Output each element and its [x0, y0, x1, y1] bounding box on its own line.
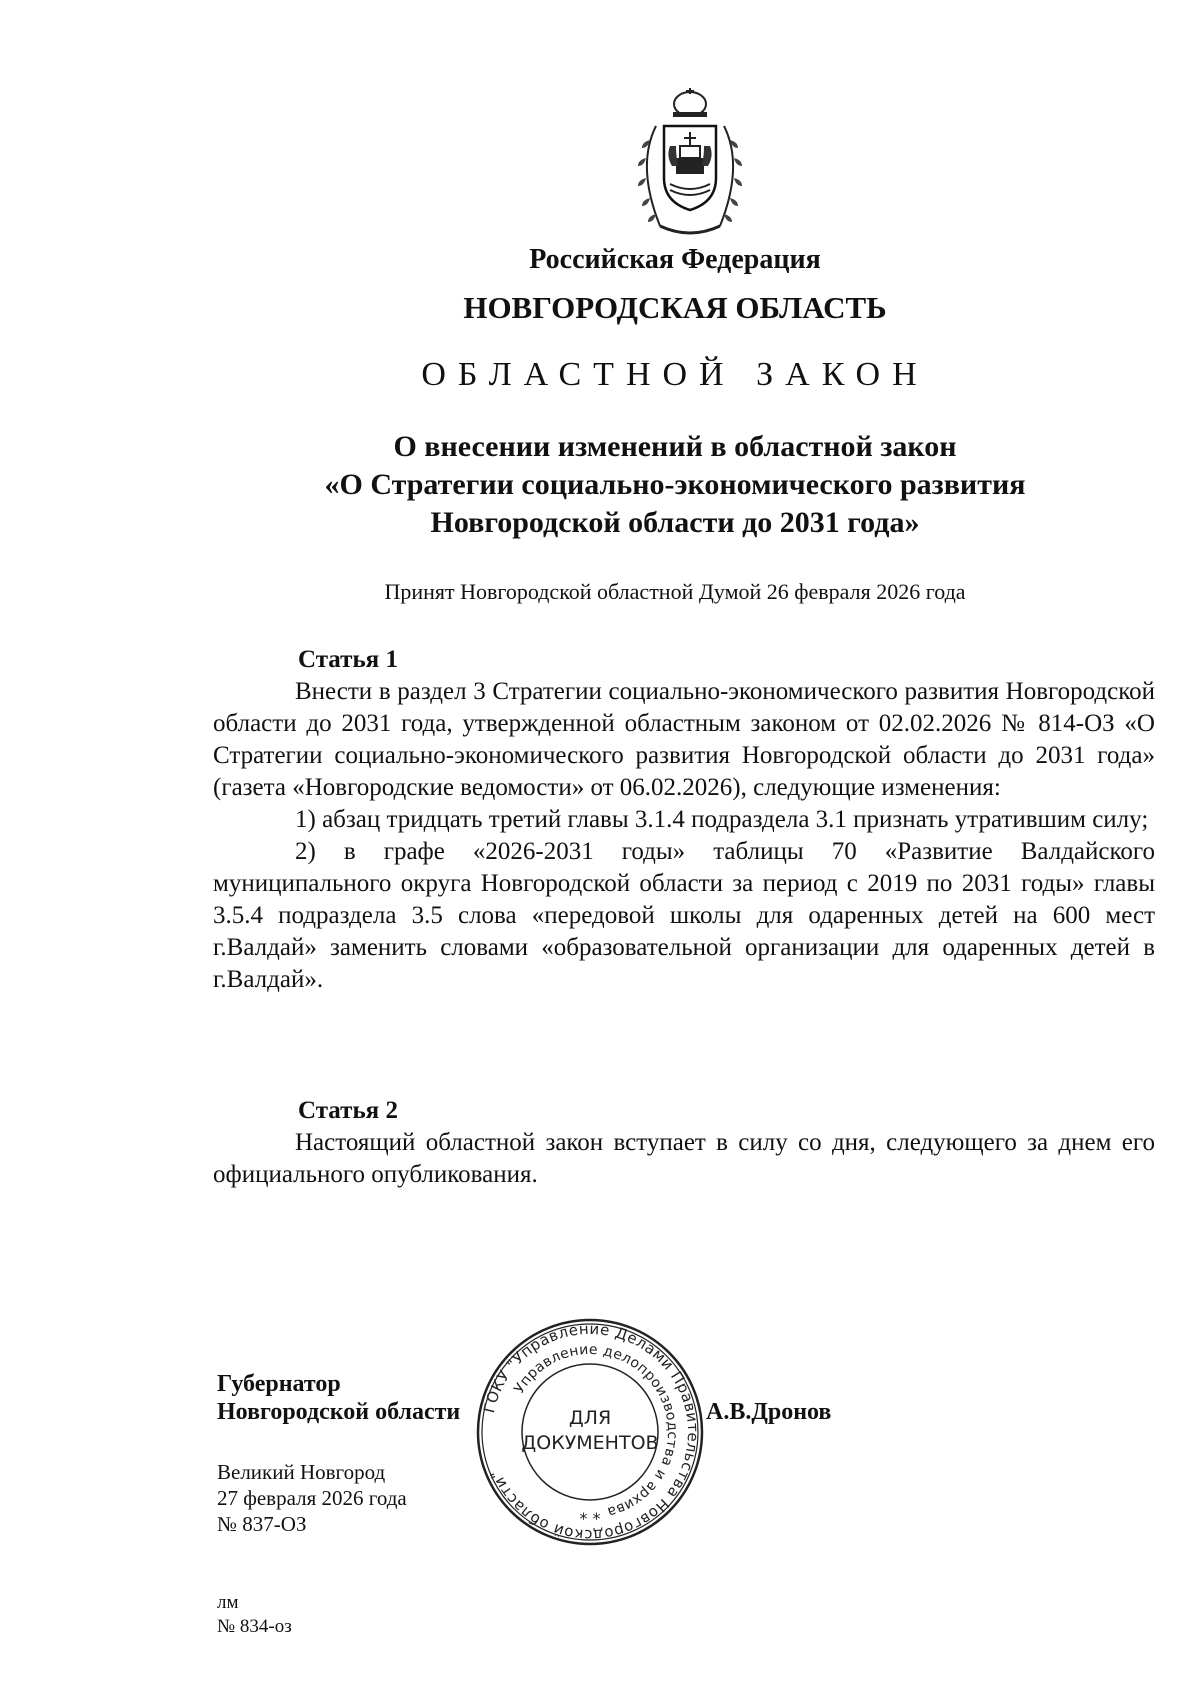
- signatory-position-line-1: Губернатор: [217, 1371, 341, 1397]
- law-title-line-1: О внесении изменений в областной закон: [393, 430, 957, 463]
- region-heading: НОВГОРОДСКАЯ ОБЛАСТЬ: [463, 290, 887, 325]
- article-1-heading: Статья 1: [298, 646, 398, 673]
- article-2-body: [213, 1127, 1155, 1191]
- law-title-line-2: «О Стратегии социально-экономического развития: [324, 468, 1026, 501]
- article-1-intro: Внести в раздел 3 Стратегии социально-экономического развития Новгородской области до 2031 года, утвержденной областным законом от 02.02.2026 № 814-ОЗ «О Стратегии социально-экономического развития Новгородской области до 2031 года» (газета «Новгородские ведомости» от 06.02.2026), следующие изменения:: [213, 678, 1155, 801]
- seal-inner-text: Управление делопроизводства и архива: [511, 1341, 681, 1520]
- seal-outer-text: ГОКУ "Управление Делами Правительства Новгородской области": [479, 1319, 703, 1545]
- svg-text:Управление делопроизводства и: [511, 1342, 680, 1520]
- adoption-note: Принят Новгородской областной Думой 26 февраля 2026 года: [384, 579, 966, 604]
- article-1-item-2: 2) в графе «2026-2031 годы» таблицы 70 «Развитие Валдайского муниципального округа Новгородской области за период с 2019 по 2031 годы» главы 3.5.4 подраздела 3.5 слова «передовой школы для одаренных детей на 600 мест г.Валдай» заменить словами «образовательной организации для одаренных детей в г.Валдай».: [213, 838, 1155, 993]
- note-initials: лм: [217, 1592, 239, 1613]
- law-number: № 837-ОЗ: [217, 1512, 307, 1536]
- seal-center-line-2: ДОКУМЕНТОВ: [521, 1432, 659, 1454]
- article-2-text: Настоящий областной закон вступает в силу со дня, следующего за днем его официального опубликования.: [213, 1129, 1155, 1188]
- law-title-line-3: Новгородской области до 2031 года»: [430, 506, 920, 539]
- signatory-position-line-2: Новгородской области: [217, 1399, 461, 1425]
- official-seal: [470, 1312, 710, 1552]
- law-type-heading: ОБЛАСТНОЙ ЗАКОН: [421, 356, 929, 393]
- signer-name: А.В.Дронов: [706, 1399, 832, 1425]
- seal-stars: * *: [579, 1509, 601, 1528]
- novgorod-coat-of-arms-icon: [626, 86, 754, 244]
- place-city: Великий Новгород: [217, 1460, 386, 1484]
- note-number: № 834-оз: [217, 1616, 292, 1637]
- place-date: 27 февраля 2026 года: [217, 1486, 407, 1510]
- article-1-body: [213, 676, 1155, 996]
- article-1-item-1: 1) абзац тридцать третий главы 3.1.4 подраздела 3.1 признать утратившим силу;: [295, 806, 1149, 833]
- article-2-heading: Статья 2: [298, 1097, 398, 1124]
- federation-heading: Российская Федерация: [529, 244, 821, 275]
- seal-center-line-1: ДЛЯ: [568, 1407, 612, 1429]
